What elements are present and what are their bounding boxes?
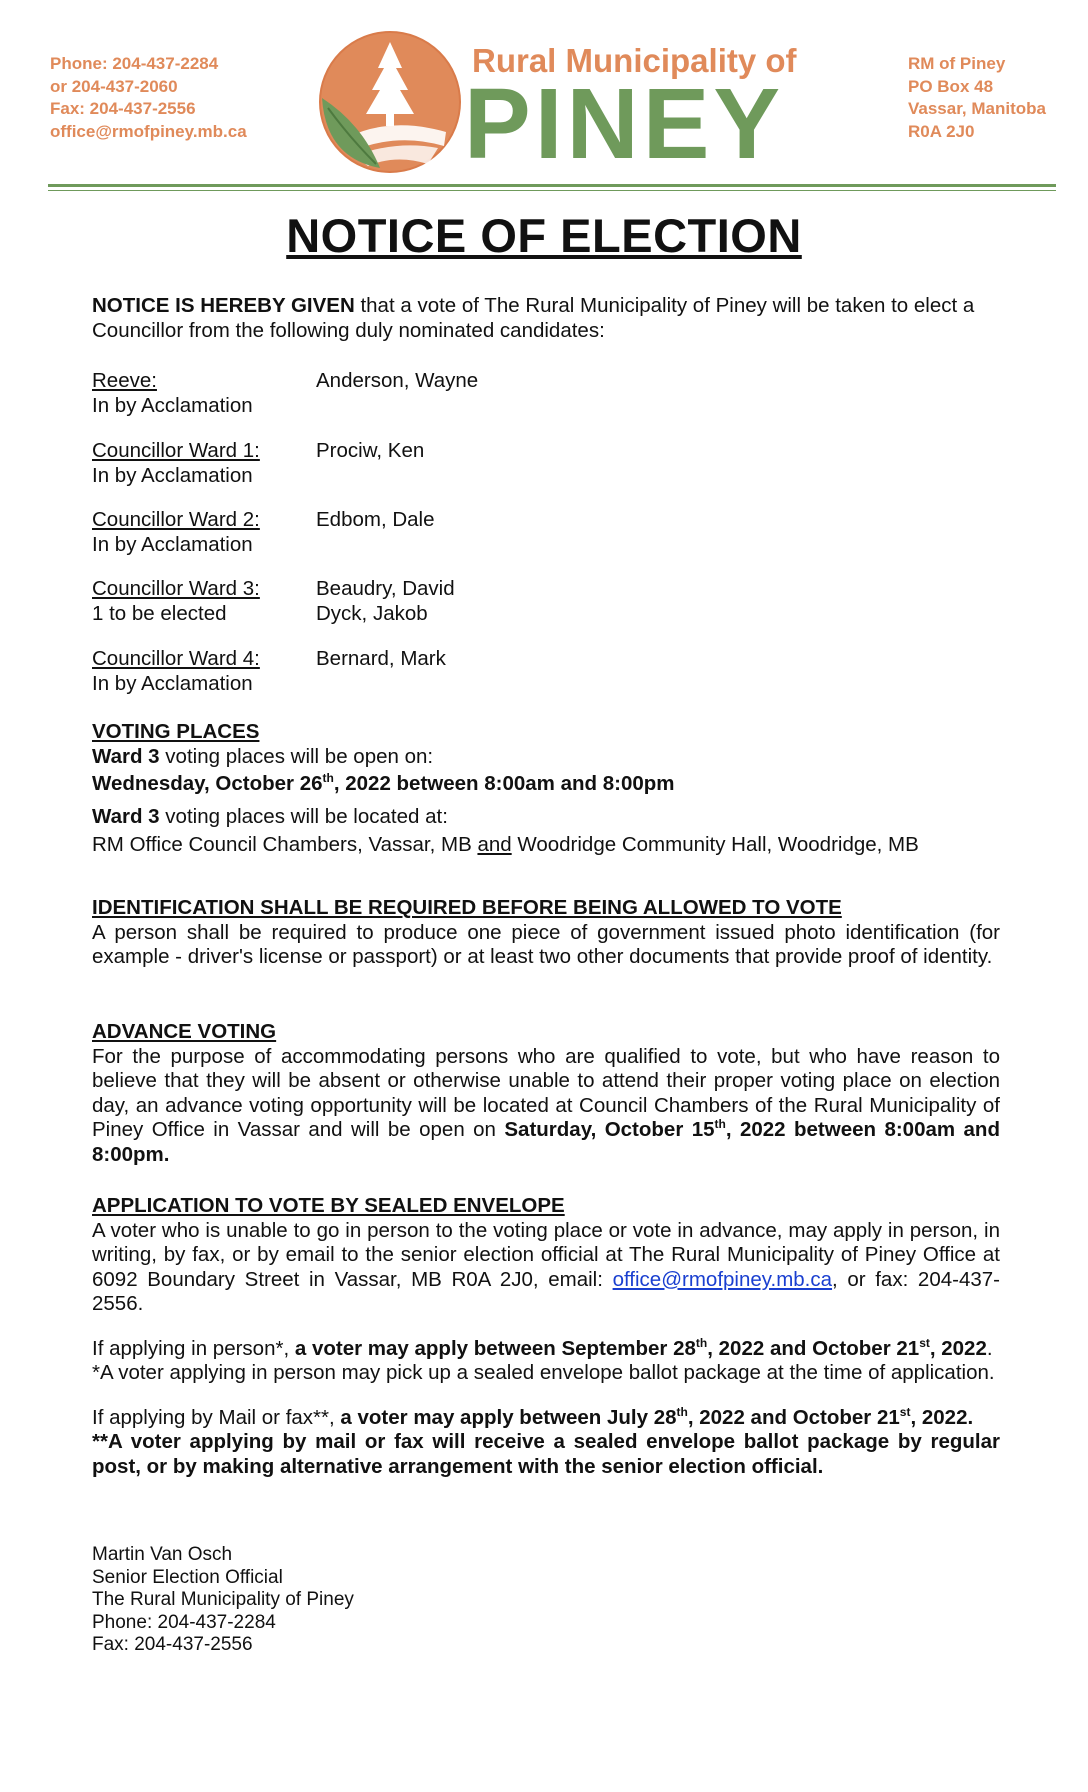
header-contact (50, 53, 247, 143)
identification-section (92, 896, 1000, 970)
voting-places-heading: VOTING PLACES (92, 720, 260, 743)
sealed-envelope-heading: APPLICATION TO VOTE BY SEALED ENVELOPE (92, 1194, 565, 1217)
voting-date-time: , 2022 between 8:00am and 8:00pm (333, 772, 675, 795)
apply-by-mail (92, 1406, 1000, 1431)
header-email: office@rmofpiney.mb.ca (50, 121, 247, 141)
signature-fax: Fax: 204-437-2556 (92, 1634, 253, 1655)
voting-date-text: Wednesday, October 26 (92, 772, 323, 795)
person-year: , 2022 (929, 1336, 987, 1360)
advance-date: Saturday, October 15 (504, 1118, 715, 1141)
advance-voting-heading: ADVANCE VOTING (92, 1020, 277, 1043)
mail-date-1-sup: th (676, 1404, 688, 1419)
sealed-envelope-section (92, 1194, 1000, 1479)
office-label: Councillor Ward 1: (92, 439, 260, 462)
sealed-text: A voter who is unable to go in person to the voting place or vote in advance, may apply in person, in writing, by fax, or by email to the senior election official at The Rural Municipality of Piney Office at 6092 Boundary Street in Vassar, MB R0A 2J0, email: (92, 1218, 1000, 1291)
office-label: Councillor Ward 3: (92, 577, 260, 600)
intro-paragraph (92, 294, 1000, 343)
voting-locations (92, 833, 1000, 858)
mail-date-2: , 2022 and October 21 (687, 1405, 900, 1429)
piney-logo-icon (316, 28, 464, 176)
candidate-name: Edbom, Dale (316, 508, 435, 531)
sealed-envelope-text (92, 1219, 1000, 1317)
office-status: 1 to be elected (92, 601, 227, 625)
office-status: In by Acclamation (92, 532, 253, 556)
address-city: Vassar, Manitoba (908, 99, 1046, 118)
advance-time: , 2022 between 8:00am and 8:00pm. (92, 1118, 1000, 1166)
intro-text: that a vote of The Rural Municipality of Piney will be taken to elect a Councillor from the following duly nominated candidates: (92, 294, 975, 342)
header-phone: Phone: 204-437-2284 (50, 54, 219, 73)
person-date-1: a voter may apply between September 28 (294, 1336, 696, 1360)
voting-located-text: voting places will be located at: (159, 804, 448, 828)
header-fax: Fax: 204-437-2556 (50, 99, 196, 118)
header-address (908, 53, 1046, 143)
office-label: Reeve: (92, 369, 157, 392)
address-box: PO Box 48 (908, 76, 994, 96)
page-title: NOTICE OF ELECTION (286, 209, 802, 262)
location-1: RM Office Council Chambers, Vassar, MB (92, 833, 478, 856)
location-2: Woodridge Community Hall, Woodridge, MB (511, 833, 919, 856)
apply-in-person (92, 1337, 1000, 1362)
office-label: Councillor Ward 4: (92, 647, 260, 670)
sealed-fax-text: , or fax: 204-437-2556. (92, 1267, 1000, 1315)
signature-org: The Rural Municipality of Piney (92, 1589, 354, 1610)
header-divider (48, 184, 1056, 187)
person-note: *A voter applying in person may pick up a sealed envelope ballot package at the time of application. (92, 1361, 995, 1384)
intro-bold: NOTICE IS HEREBY GIVEN (92, 294, 355, 317)
advance-date-sup: th (714, 1117, 726, 1132)
voting-date (92, 772, 1000, 797)
signature-phone: Phone: 204-437-2284 (92, 1611, 276, 1633)
email-link[interactable]: office@rmofpiney.mb.ca (612, 1267, 833, 1291)
office-status: In by Acclamation (92, 671, 253, 695)
mail-note: **A voter applying by mail or fax will receive a sealed envelope ballot package by regular post, or by making alternative arrangement with the senior election official. (92, 1430, 1000, 1478)
identification-heading: IDENTIFICATION SHALL BE REQUIRED BEFORE BEING ALLOWED TO VOTE (92, 896, 842, 919)
mail-date-2-sup: st (899, 1404, 911, 1419)
header-divider-thin (48, 190, 1056, 191)
mail-date-1: a voter may apply between July 28 (340, 1405, 677, 1429)
candidate-name: Anderson, Wayne (316, 369, 479, 392)
address-name: RM of Piney (908, 54, 1006, 73)
candidate-name: Prociw, Ken (316, 439, 425, 462)
advance-text: For the purpose of accommodating persons who are qualified to vote, but who have reason to believe that they will be absent or otherwise unable to attend their proper voting place on election day, an advance voting opportunity will be located at Council Chambers of the Rural Municipality of Piney Office in Vassar and will be open on (92, 1044, 1000, 1141)
office-status: In by Acclamation (92, 393, 253, 417)
office-status: In by Acclamation (92, 463, 253, 487)
candidate-name: Bernard, Mark (316, 647, 446, 670)
signature-role: Senior Election Official (92, 1566, 283, 1588)
voting-places-section (92, 720, 1000, 858)
advance-voting-section (92, 1020, 1000, 1167)
candidate-name: Beaudry, David (316, 577, 455, 600)
mail-intro: If applying by Mail or fax**, (92, 1405, 341, 1429)
ward-label: Ward 3 (92, 744, 160, 768)
candidate-name: Dyck, Jakob (316, 601, 428, 625)
person-period: . (986, 1336, 993, 1360)
brand-title: PINEY (464, 68, 785, 180)
voting-open-text: voting places will be open on: (159, 744, 434, 768)
person-date-2: , 2022 and October 21 (707, 1336, 920, 1360)
signature-block (92, 1544, 1000, 1657)
identification-text: A person shall be required to produce one piece of government issued photo identification (for example - driver's license or passport) or at least two other documents that provide proof of identity. (92, 920, 1000, 968)
person-date-1-sup: th (695, 1335, 708, 1350)
brand-subtitle: Rural Municipality of (472, 42, 797, 79)
header-phone-alt: or 204-437-2060 (50, 76, 178, 96)
ward-label-2: Ward 3 (92, 804, 160, 828)
person-date-2-sup: st (919, 1335, 930, 1350)
office-label: Councillor Ward 2: (92, 508, 260, 531)
voting-date-sup: th (322, 771, 334, 786)
mail-year: , 2022. (910, 1405, 974, 1429)
signature-name: Martin Van Osch (92, 1544, 233, 1565)
advance-voting-text (92, 1045, 1000, 1168)
person-intro: If applying in person*, (92, 1336, 295, 1360)
location-and: and (477, 833, 512, 856)
address-postal: R0A 2J0 (908, 121, 975, 141)
